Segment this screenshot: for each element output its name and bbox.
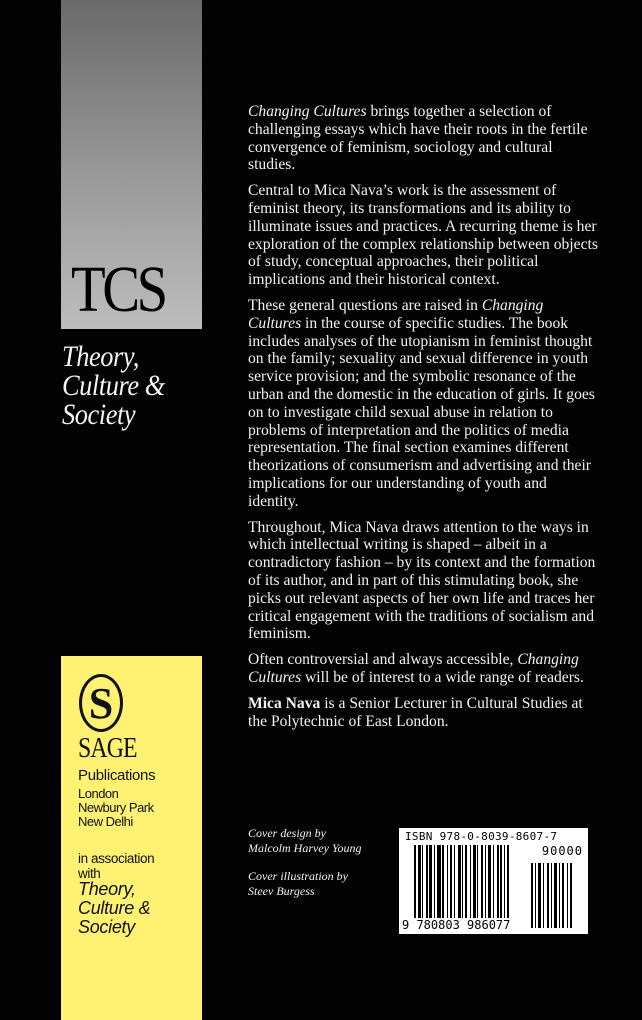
- location: Newbury Park: [78, 800, 154, 815]
- paragraph-text: will be of interest to a wide range of readers.: [301, 668, 584, 686]
- sage-s-logo-icon: S: [79, 674, 123, 732]
- paragraph-text: Often controversial and always accessible,: [248, 651, 518, 669]
- paragraph-text: brings together a selection of challenging essays which have their roots in the fertile convergence of feminism, sociology and cultural studies.: [248, 103, 588, 174]
- book-title: Changing Cultures: [248, 296, 544, 332]
- barcode-bars: [414, 845, 522, 927]
- paragraph-text: These general questions are raised in: [248, 296, 482, 314]
- book-title: Changing Cultures: [248, 651, 579, 686]
- isbn-number: ISBN 978-0-8039-8607-7: [405, 830, 558, 843]
- book-description: [248, 103, 600, 738]
- paragraph-text: is a Senior Lecturer in Cultural Studies at the Polytechnic of East London.: [248, 694, 583, 730]
- addon-barcode-bars: [531, 863, 583, 928]
- association-line: in association: [78, 851, 155, 866]
- credit-name: Malcolm Harvey Young: [248, 840, 362, 855]
- series-logo-panel: [61, 0, 202, 329]
- publisher-subtitle: Publications: [78, 767, 156, 784]
- book-title: Changing Cultures: [248, 103, 367, 120]
- series-title-line: Theory,: [62, 340, 139, 373]
- paragraph-text: in the course of specific studies. The book includes analyses of the utopianism in feminist thought on the family; sexuality and sexual difference in youth service provision; and the symbolic resonance of the urban and the domestic in the education of girls. It goes on to investigate child sexual abuse in relation to problems of interpretation and the politics of media representation. The final section examines different theorizations of consumerism and advertising and their implications for our understanding of youth and identity.: [248, 314, 595, 510]
- description-paragraph: Throughout, Mica Nava draws attention to the ways in which intellectual writing is shaped – albeit in a contradictory fashion – by its context and the formation of its author, and in part of this stimulating book, she picks out relevant aspects of her own life and traces her critical engagement with the traditions of socialism and feminism.: [248, 518, 596, 643]
- association-line: with: [78, 865, 101, 881]
- isbn-barcode: [399, 828, 588, 934]
- credit-name: Steev Burgess: [248, 883, 315, 898]
- series-title-line: Society: [62, 398, 136, 431]
- tcs-logo: TCS: [71, 253, 165, 326]
- description-paragraph: [248, 103, 600, 174]
- description-paragraph: Central to Mica Nava’s work is the assessment of feminist theory, its transformations and its ability to illuminate issues and practices. A recurring theme is her exploration of the complex relationship between objects of study, conceptual approaches, their political implications and their historical context.: [248, 182, 598, 289]
- association-text: [78, 852, 154, 881]
- credit-label: Cover illustration by: [248, 869, 348, 883]
- series-title: [62, 342, 165, 429]
- publisher-locations: [78, 787, 154, 829]
- price-code: 90000: [541, 844, 583, 858]
- location: New Delhi: [78, 814, 133, 829]
- ean-number: 9 780803 986077: [402, 918, 511, 932]
- series-title-line: Culture &: [62, 369, 165, 402]
- illustration-credit: [248, 869, 408, 898]
- cover-credits: [248, 826, 408, 912]
- publisher-name: SAGE: [78, 733, 137, 764]
- author-bio: [248, 695, 600, 731]
- publisher-panel: [61, 656, 202, 1020]
- author-name: Mica Nava: [248, 694, 321, 712]
- description-paragraph: [248, 297, 600, 511]
- design-credit: [248, 826, 408, 855]
- series-line: Culture &: [78, 898, 151, 918]
- series-line: Society: [78, 917, 135, 937]
- association-series-title: [78, 880, 150, 937]
- series-line: Theory,: [78, 879, 136, 899]
- location: London: [78, 786, 119, 801]
- description-paragraph: [248, 651, 600, 687]
- credit-label: Cover design by: [248, 826, 326, 840]
